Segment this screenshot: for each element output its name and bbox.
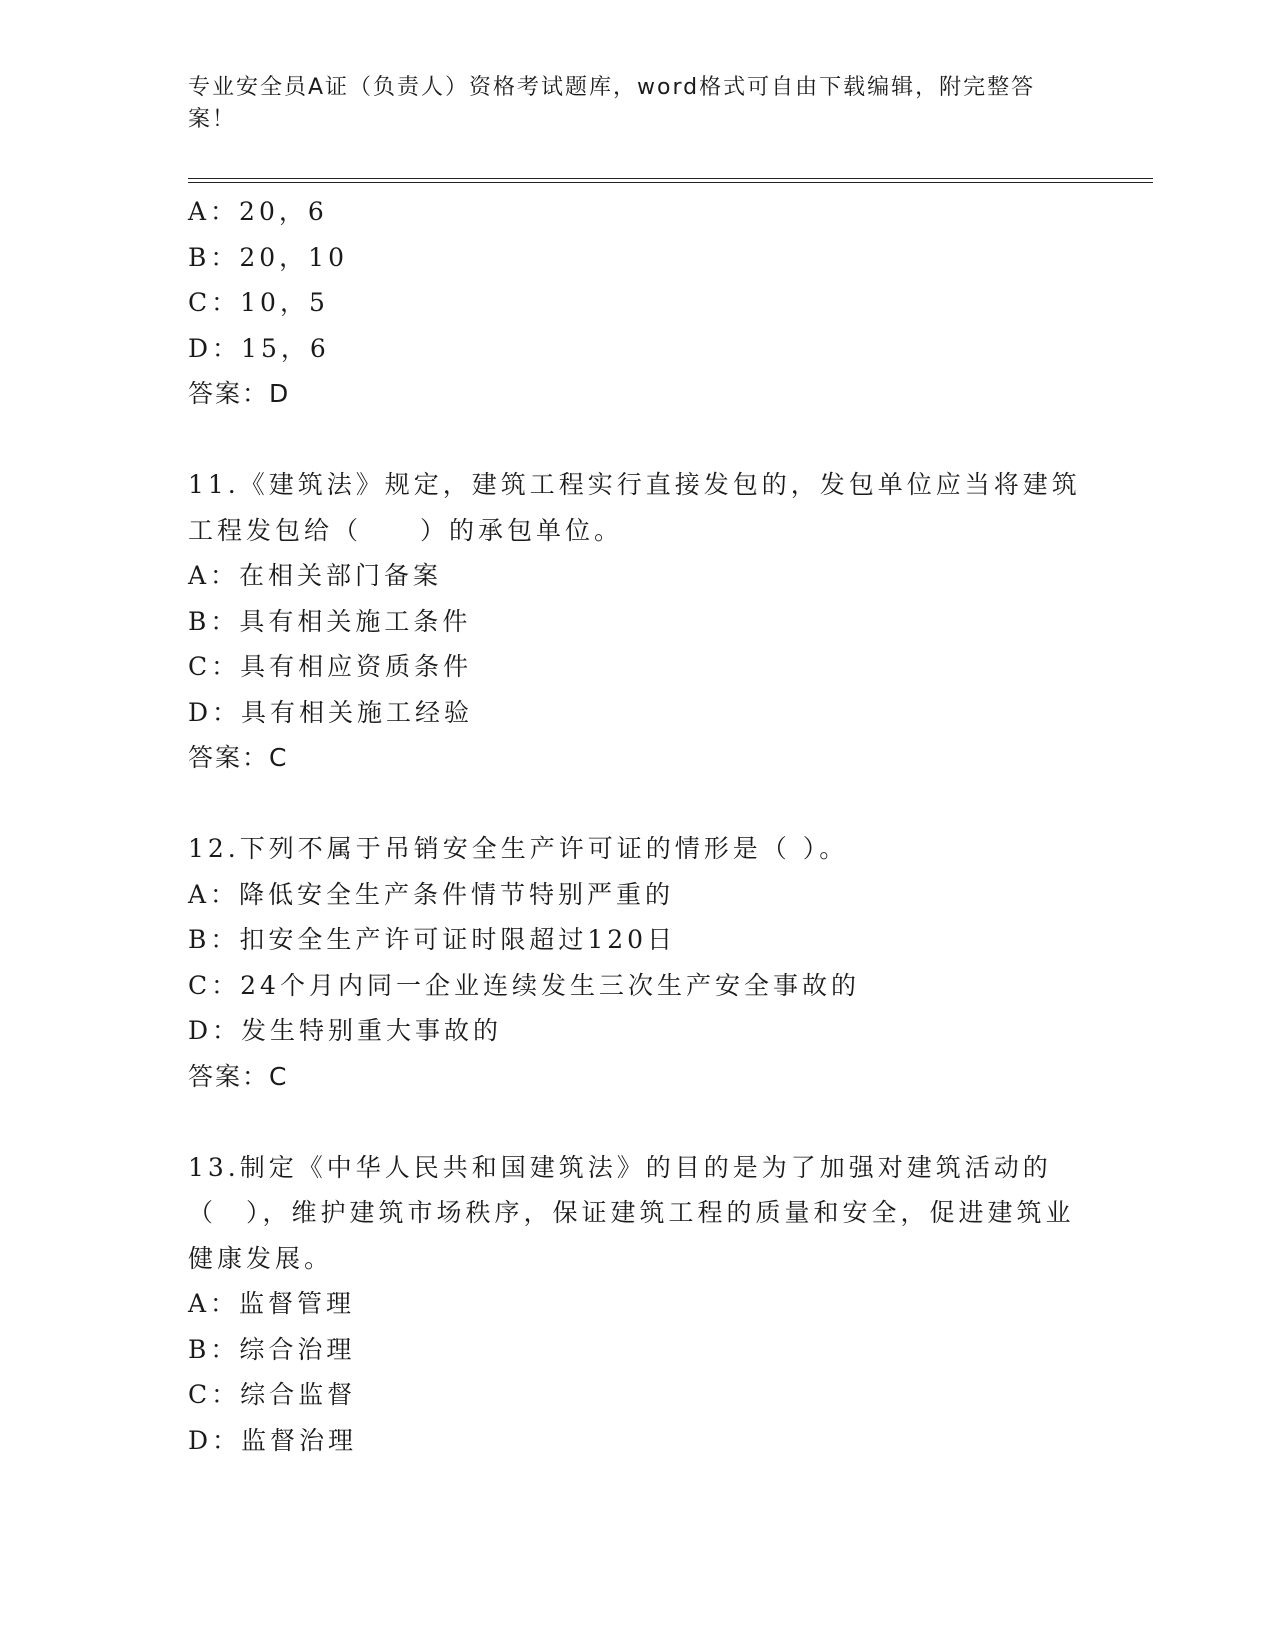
option-c: C：综合监督 — [188, 1380, 357, 1409]
option-c: C：24个月内同一企业连续发生三次生产安全事故的 — [188, 970, 860, 1000]
spacer — [188, 781, 1088, 827]
answer-text: 答案：C — [188, 1061, 289, 1091]
option-a: A：降低安全生产条件情节特别严重的 — [188, 879, 675, 909]
question-stem: 13.制定《中华人民共和国建筑法》的目的是为了加强对建筑活动的（ ），维护建筑市场秩序，保证建筑工程的质量和安全，促进建筑业健康发展。 — [188, 1152, 1075, 1273]
question-11 — [188, 462, 1088, 781]
option-d: D：15，6 — [188, 333, 330, 363]
option-c: C：具有相应资质条件 — [188, 652, 473, 681]
question-stem: 11.《建筑法》规定，建筑工程实行直接发包的，发包单位应当将建筑工程发包给（ ）的承包单位。 — [188, 470, 1081, 545]
question-12 — [188, 826, 1088, 1099]
option-c: C：10，5 — [188, 288, 329, 317]
option-d: D：发生特别重大事故的 — [188, 1016, 503, 1045]
option-b: B：综合治理 — [188, 1334, 356, 1364]
option-d: D：监督治理 — [188, 1425, 358, 1455]
spacer — [188, 417, 1088, 463]
option-b: B：20，10 — [188, 242, 348, 272]
option-a: A：在相关部门备案 — [188, 561, 443, 590]
header-divider — [188, 178, 1153, 183]
document-header: 专业安全员A证（负责人）资格考试题库，word格式可自由下载编辑，附完整答案！ — [188, 75, 1036, 132]
question-list — [188, 189, 1088, 1463]
spacer — [188, 1099, 1088, 1145]
option-d: D：具有相关施工经验 — [188, 697, 474, 727]
option-a: A：20，6 — [188, 197, 328, 226]
option-a: A：监督管理 — [188, 1289, 356, 1318]
option-b: B：扣安全生产许可证时限超过120日 — [188, 925, 677, 954]
option-b: B：具有相关施工条件 — [188, 606, 472, 636]
answer-text: 答案：C — [188, 743, 289, 772]
answer-text: 答案：D — [188, 379, 291, 408]
question-10-continued — [188, 189, 1088, 417]
question-13 — [188, 1145, 1088, 1464]
question-stem: 12.下列不属于吊销安全生产许可证的情形是（ ）。 — [188, 834, 849, 863]
